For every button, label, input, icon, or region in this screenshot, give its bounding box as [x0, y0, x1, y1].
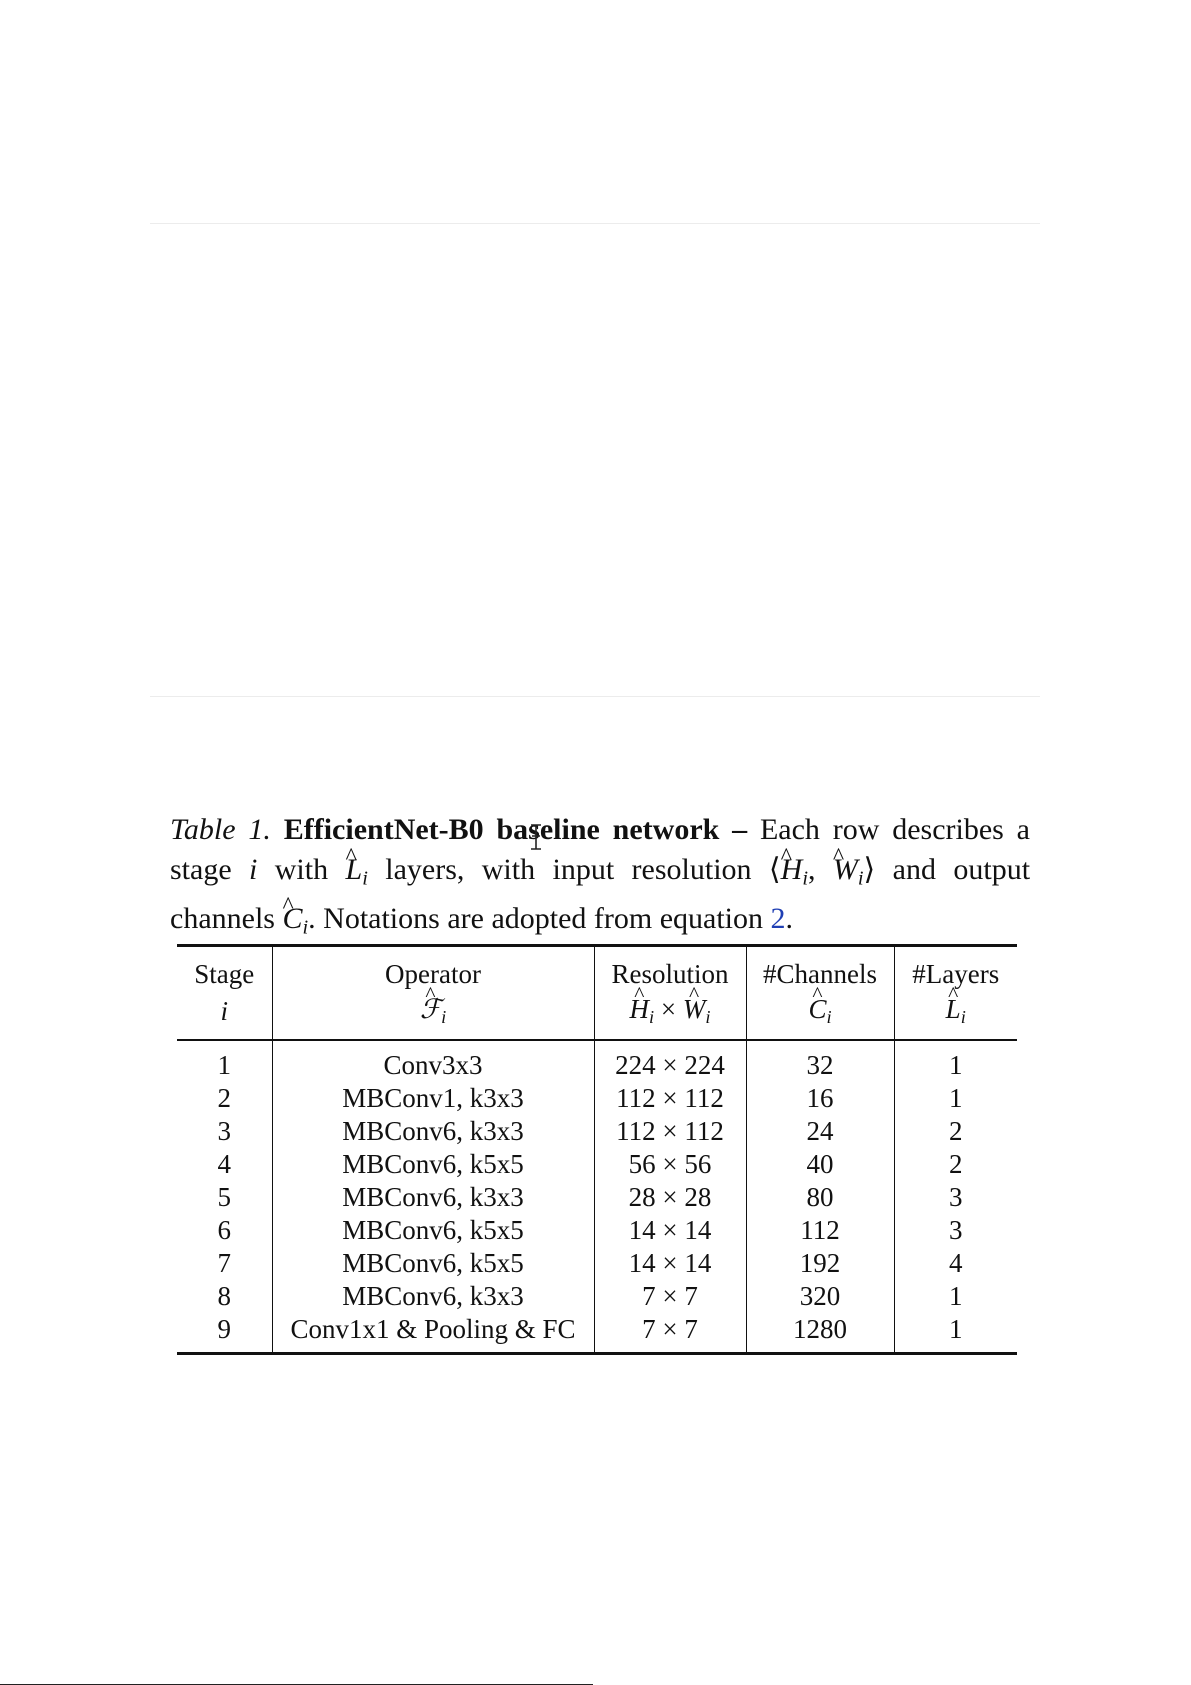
cell-layers: 1: [894, 1313, 1017, 1354]
header-row: [177, 946, 1017, 992]
math-symbol: i: [249, 853, 258, 886]
cell-resolution: 224 × 224: [594, 1040, 746, 1082]
cell-stage: 4: [217, 1149, 231, 1179]
header-stage: Stage: [177, 946, 272, 992]
cell-channels: 1280: [746, 1313, 894, 1354]
section-divider: [150, 696, 1040, 697]
cell-channels: 16: [746, 1082, 894, 1115]
header-layers: #Layers: [894, 946, 1017, 992]
cell-layers: 1: [894, 1082, 1017, 1115]
equation-link[interactable]: 2: [770, 901, 786, 935]
caption-text: Each row describes a stage: [170, 813, 1030, 886]
cell-channels: 80: [746, 1181, 894, 1214]
table-row: [177, 1214, 1017, 1247]
cell-layers: 3: [894, 1214, 1017, 1247]
math-symbol: i: [177, 991, 272, 1040]
cell-resolution: 14 × 14: [594, 1214, 746, 1247]
math-symbol: ^ $L_i$: [894, 991, 1017, 1040]
cell-operator: MBConv6, k3x3: [272, 1181, 594, 1214]
table-row: [177, 1115, 1017, 1148]
math-symbol: ^ $L_i$: [346, 853, 368, 886]
caption-title: EfficientNet-B0 baseline network –: [283, 813, 748, 846]
cell-layers: 1: [894, 1040, 1017, 1082]
cell-resolution: 28 × 28: [594, 1181, 746, 1214]
cell-resolution: 7 × 7: [594, 1313, 746, 1354]
table-row: [177, 1313, 1017, 1354]
table-row: [177, 1280, 1017, 1313]
section-divider: [150, 223, 1040, 224]
table-row: [177, 1148, 1017, 1181]
cell-channels: 24: [746, 1115, 894, 1148]
cell-resolution: 7 × 7: [594, 1280, 746, 1313]
cell-channels: 192: [746, 1247, 894, 1280]
cell-resolution: 112 × 112: [594, 1082, 746, 1115]
cell-operator: MBConv6, k5x5: [272, 1247, 594, 1280]
cell-resolution: 14 × 14: [594, 1247, 746, 1280]
math-symbol: ^ $C_i$: [282, 902, 308, 935]
cell-stage: 6: [217, 1215, 231, 1245]
cell-channels: 40: [746, 1148, 894, 1181]
cell-channels: 320: [746, 1280, 894, 1313]
text-cursor-icon: [525, 823, 547, 851]
table-row: [177, 1181, 1017, 1214]
header-operator: Operator: [272, 946, 594, 992]
cell-stage: 1: [217, 1050, 231, 1080]
cell-layers: 1: [894, 1280, 1017, 1313]
caption-text: layers, with input resolution: [385, 853, 752, 886]
cell-stage: 8: [217, 1281, 231, 1311]
header-resolution: Resolution: [594, 946, 746, 992]
table-caption: [170, 810, 1030, 947]
cell-operator: MBConv1, k3x3: [272, 1082, 594, 1115]
header-channels: #Channels: [746, 946, 894, 992]
cell-stage: 9: [177, 1313, 272, 1354]
caption-text: with: [274, 853, 329, 886]
math-symbol: ⟨^ $H_i$, ^ $W_i⟩$: [769, 853, 875, 886]
caption-text: and output channels: [170, 853, 1031, 935]
table-row: [177, 1040, 1017, 1082]
caption-label: Table 1.: [170, 813, 271, 846]
cell-operator: MBConv6, k5x5: [272, 1148, 594, 1181]
cell-layers: 3: [894, 1181, 1017, 1214]
cell-operator: Conv1x1 & Pooling & FC: [272, 1313, 594, 1354]
cell-channels: 112: [746, 1214, 894, 1247]
cell-stage: 3: [217, 1116, 231, 1146]
cell-stage: 7: [217, 1248, 231, 1278]
table-row: [177, 1247, 1017, 1280]
cell-resolution: 56 × 56: [594, 1148, 746, 1181]
cell-stage: 2: [217, 1083, 231, 1113]
math-symbol: ^ $C_i$: [746, 991, 894, 1040]
cell-layers: 2: [894, 1148, 1017, 1181]
math-symbol: ^ ℱ$_i$: [272, 991, 594, 1040]
cell-operator: Conv3x3: [272, 1040, 594, 1082]
cell-layers: 4: [894, 1247, 1017, 1280]
cell-channels: 32: [746, 1040, 894, 1082]
header-symbol-row: [177, 991, 1017, 1040]
math-symbol: ^ $H_i$ × ^ $W_i$: [594, 991, 746, 1040]
cell-resolution: 112 × 112: [594, 1115, 746, 1148]
table-row: [177, 1082, 1017, 1115]
caption-text: . Notations are adopted from equation: [308, 901, 764, 935]
cell-operator: MBConv6, k5x5: [272, 1214, 594, 1247]
caption-text: .: [785, 901, 794, 935]
cell-stage: 5: [217, 1182, 231, 1212]
architecture-table: [177, 944, 1017, 1355]
cell-layers: 2: [894, 1115, 1017, 1148]
cell-operator: MBConv6, k3x3: [272, 1280, 594, 1313]
cell-operator: MBConv6, k3x3: [272, 1115, 594, 1148]
